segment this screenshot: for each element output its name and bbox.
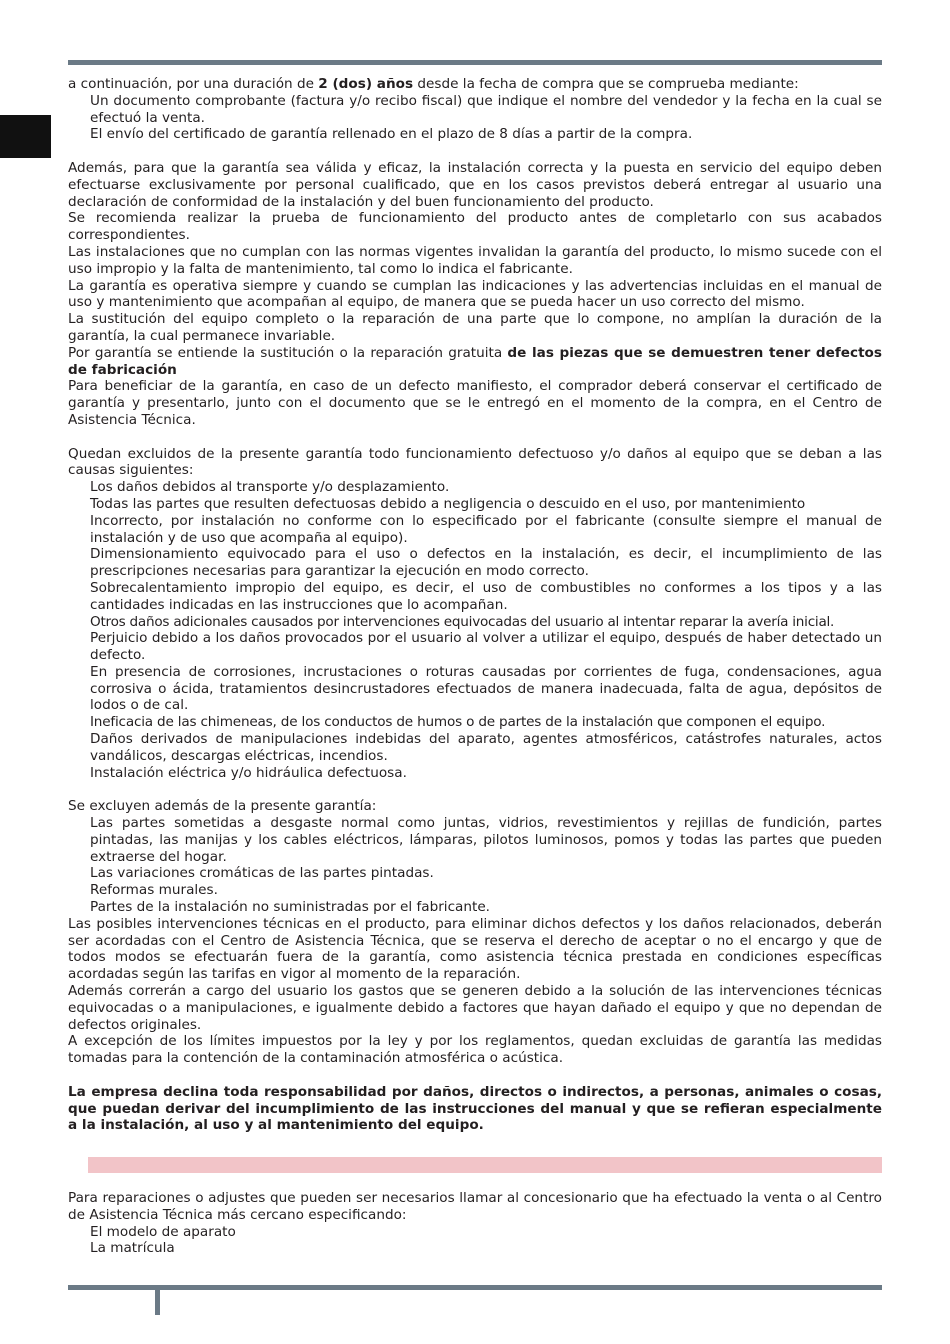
legal-limits-paragraph: A excepción de los límites impuestos por la ley y por los reglamentos, quedan excluidas de garantía las medidas tomadas para la contención de la contaminación atmosférica o acústica. — [68, 1033, 882, 1067]
user-costs-paragraph: Además correrán a cargo del usuario los gastos que se generen debido a la solución de las intervenciones técnicas equivocadas o a manipulaciones, e igualmente debido a factores que hayan dañado el equipo y que no dependan de defectos originales. — [68, 983, 882, 1033]
list-item: Incorrecto, por instalación no conforme con lo especificado por el fabricante (consulte siempre el manual de instalación y de uso que acompaña al equipo). — [90, 512, 882, 546]
list-item: Perjuicio debido a los daños provocados por el usuario al volver a utilizar el equipo, después de haber detectado un defecto. — [90, 630, 882, 664]
page-number-marker — [155, 1290, 160, 1315]
top-rule — [68, 60, 882, 65]
conditions-paragraph: Para beneficiar de la garantía, en caso de un defecto manifiesto, el comprador deberá conservar el certificado de garantía y presentarlo, junto con el documento que se le entregó en el momento de la compra, en el Centro de Asistencia Técnica. — [68, 378, 882, 428]
conditions-paragraph — [68, 345, 882, 379]
list-item: Las variaciones cromáticas de las partes pintadas. — [90, 865, 434, 882]
page-content — [68, 76, 882, 1257]
language-tab-marker — [0, 115, 51, 158]
intro-text: a continuación, por una duración de — [68, 76, 319, 92]
section-heading-bar — [88, 1157, 882, 1173]
list-item: Partes de la instalación no suministradas por el fabricante. — [90, 899, 491, 916]
warranty-duration: 2 (dos) años — [318, 76, 414, 92]
manufacturing-defects-text: de las piezas que se demuestren tener defectos de fabricación — [68, 344, 882, 378]
list-item: Ineficacia de las chimeneas, de los conductos de humos o de partes de la instalación que componen el equipo. — [90, 714, 826, 731]
list-item: Reformas murales. — [90, 882, 218, 899]
list-item: Otros daños adicionales causados por intervenciones equivocadas del usuario al intentar reparar la avería inicial. — [90, 613, 835, 630]
conditions-paragraph: Las instalaciones que no cumplan con las normas vigentes invalidan la garantía del producto, lo mismo sucede con el uso impropio y la falta de mantenimiento, tal como lo indica el fabricante. — [68, 243, 882, 277]
list-item: El modelo de aparato — [90, 1223, 236, 1240]
also-excluded-intro: Se excluyen además de la presente garantía: — [68, 798, 377, 815]
conditions-paragraph: La garantía es operativa siempre y cuando se cumplan las indicaciones y las advertencias incluidas en el manual de uso y mantenimiento que acompañan al equipo, de manera que se pueda hacer un uso correcto del mismo. — [68, 277, 882, 311]
intro-paragraph — [68, 76, 882, 93]
intro-text-end: desde la fecha de compra que se comprueba mediante: — [413, 76, 799, 92]
list-item: Todas las partes que resulten defectuosas debido a negligencia o descuido en el uso, por mantenimiento — [90, 495, 806, 512]
list-item: Los daños debidos al transporte y/o desplazamiento. — [90, 479, 450, 496]
conditions-paragraph: Además, para que la garantía sea válida y eficaz, la instalación correcta y la puesta en servicio del equipo deben efectuarse exclusivamente por personal cualificado, que en los casos previstos deberá entregar al usuario una declaración de conformidad de la instalación y del buen funcionamiento del producto. — [68, 159, 882, 210]
list-item: Dimensionamiento equivocado para el uso o defectos en la instalación, es decir, el incumplimiento de las prescripciones necesarias para garantizar la ejecución en modo correcto. — [90, 546, 882, 580]
conditions-paragraph: Se recomienda realizar la prueba de funcionamiento del producto antes de completarlo con sus acabados correspondientes. — [68, 210, 882, 244]
list-item: Las partes sometidas a desgaste normal como juntas, vidrios, revestimientos y rejillas de fundición, partes pintadas, las manijas y los cables eléctricos, lámparas, pilotos luminosos, pomos y todas las partes que pueden extraerse del hogar. — [90, 815, 882, 865]
exclusions-intro: Quedan excluidos de la presente garantía todo funcionamiento defectuoso y/o daños al equipo que se deban a las causas siguientes: — [68, 445, 882, 479]
list-item: Instalación eléctrica y/o hidráulica defectuosa. — [90, 764, 407, 781]
technical-interventions-paragraph: Las posibles intervenciones técnicas en el producto, para eliminar dichos defectos y los daños relacionados, deberán ser acordadas con el Centro de Asistencia Técnica, que se reserva el derecho de aceptar o no el encargo y que de todos modos se efectuarán fuera de la garantía, como asistencia técnica prestada en condiciones específicas acordadas según las tarifas en vigor al momento de la reparación. — [68, 915, 882, 983]
repairs-intro: Para reparaciones o adjustes que pueden ser necesarios llamar al concesionario que ha efectuado la venta o al Centro de Asistencia Técnica más cercano especificando: — [68, 1190, 882, 1223]
list-item: Sobrecalentamiento impropio del equipo, es decir, el uso de combustibles no conformes a los tipos y a las cantidades indicadas en las instrucciones que lo acompañan. — [90, 579, 882, 613]
list-item: El envío del certificado de garantía rellenado en el plazo de 8 días a partir de la compra. — [90, 126, 693, 143]
list-item: La matrícula — [90, 1240, 175, 1257]
bottom-rule — [68, 1285, 882, 1290]
list-item: En presencia de corrosiones, incrustaciones o roturas causadas por corrientes de fuga, condensaciones, agua corrosiva o ácida, tratamientos desincrustadores efectuados de manera inadecuada, falta de agua, depósitos de lodos o de cal. — [90, 663, 882, 714]
list-item: Un documento comprobante (factura y/o recibo fiscal) que indique el nombre del vendedor y la fecha en la cual se efectuó la venta. — [90, 92, 882, 126]
conditions-paragraph: La sustitución del equipo completo o la reparación de una parte que lo compone, no amplían la duración de la garantía, la cual permanece invariable. — [68, 311, 882, 344]
liability-disclaimer: La empresa declina toda responsabilidad por daños, directos o indirectos, a personas, animales o cosas, que puedan derivar del incumplimiento de las instrucciones del manual y que se refieran especialmente a la instalación, al uso y al mantenimiento del equipo. — [68, 1083, 882, 1134]
list-item: Daños derivados de manipulaciones indebidas del aparato, agentes atmosféricos, catástrofes naturales, actos vandálicos, descargas eléctricas, incendios. — [90, 731, 882, 764]
free-repair-text: Por garantía se entiende la sustitución o la reparación gratuita — [68, 344, 508, 361]
